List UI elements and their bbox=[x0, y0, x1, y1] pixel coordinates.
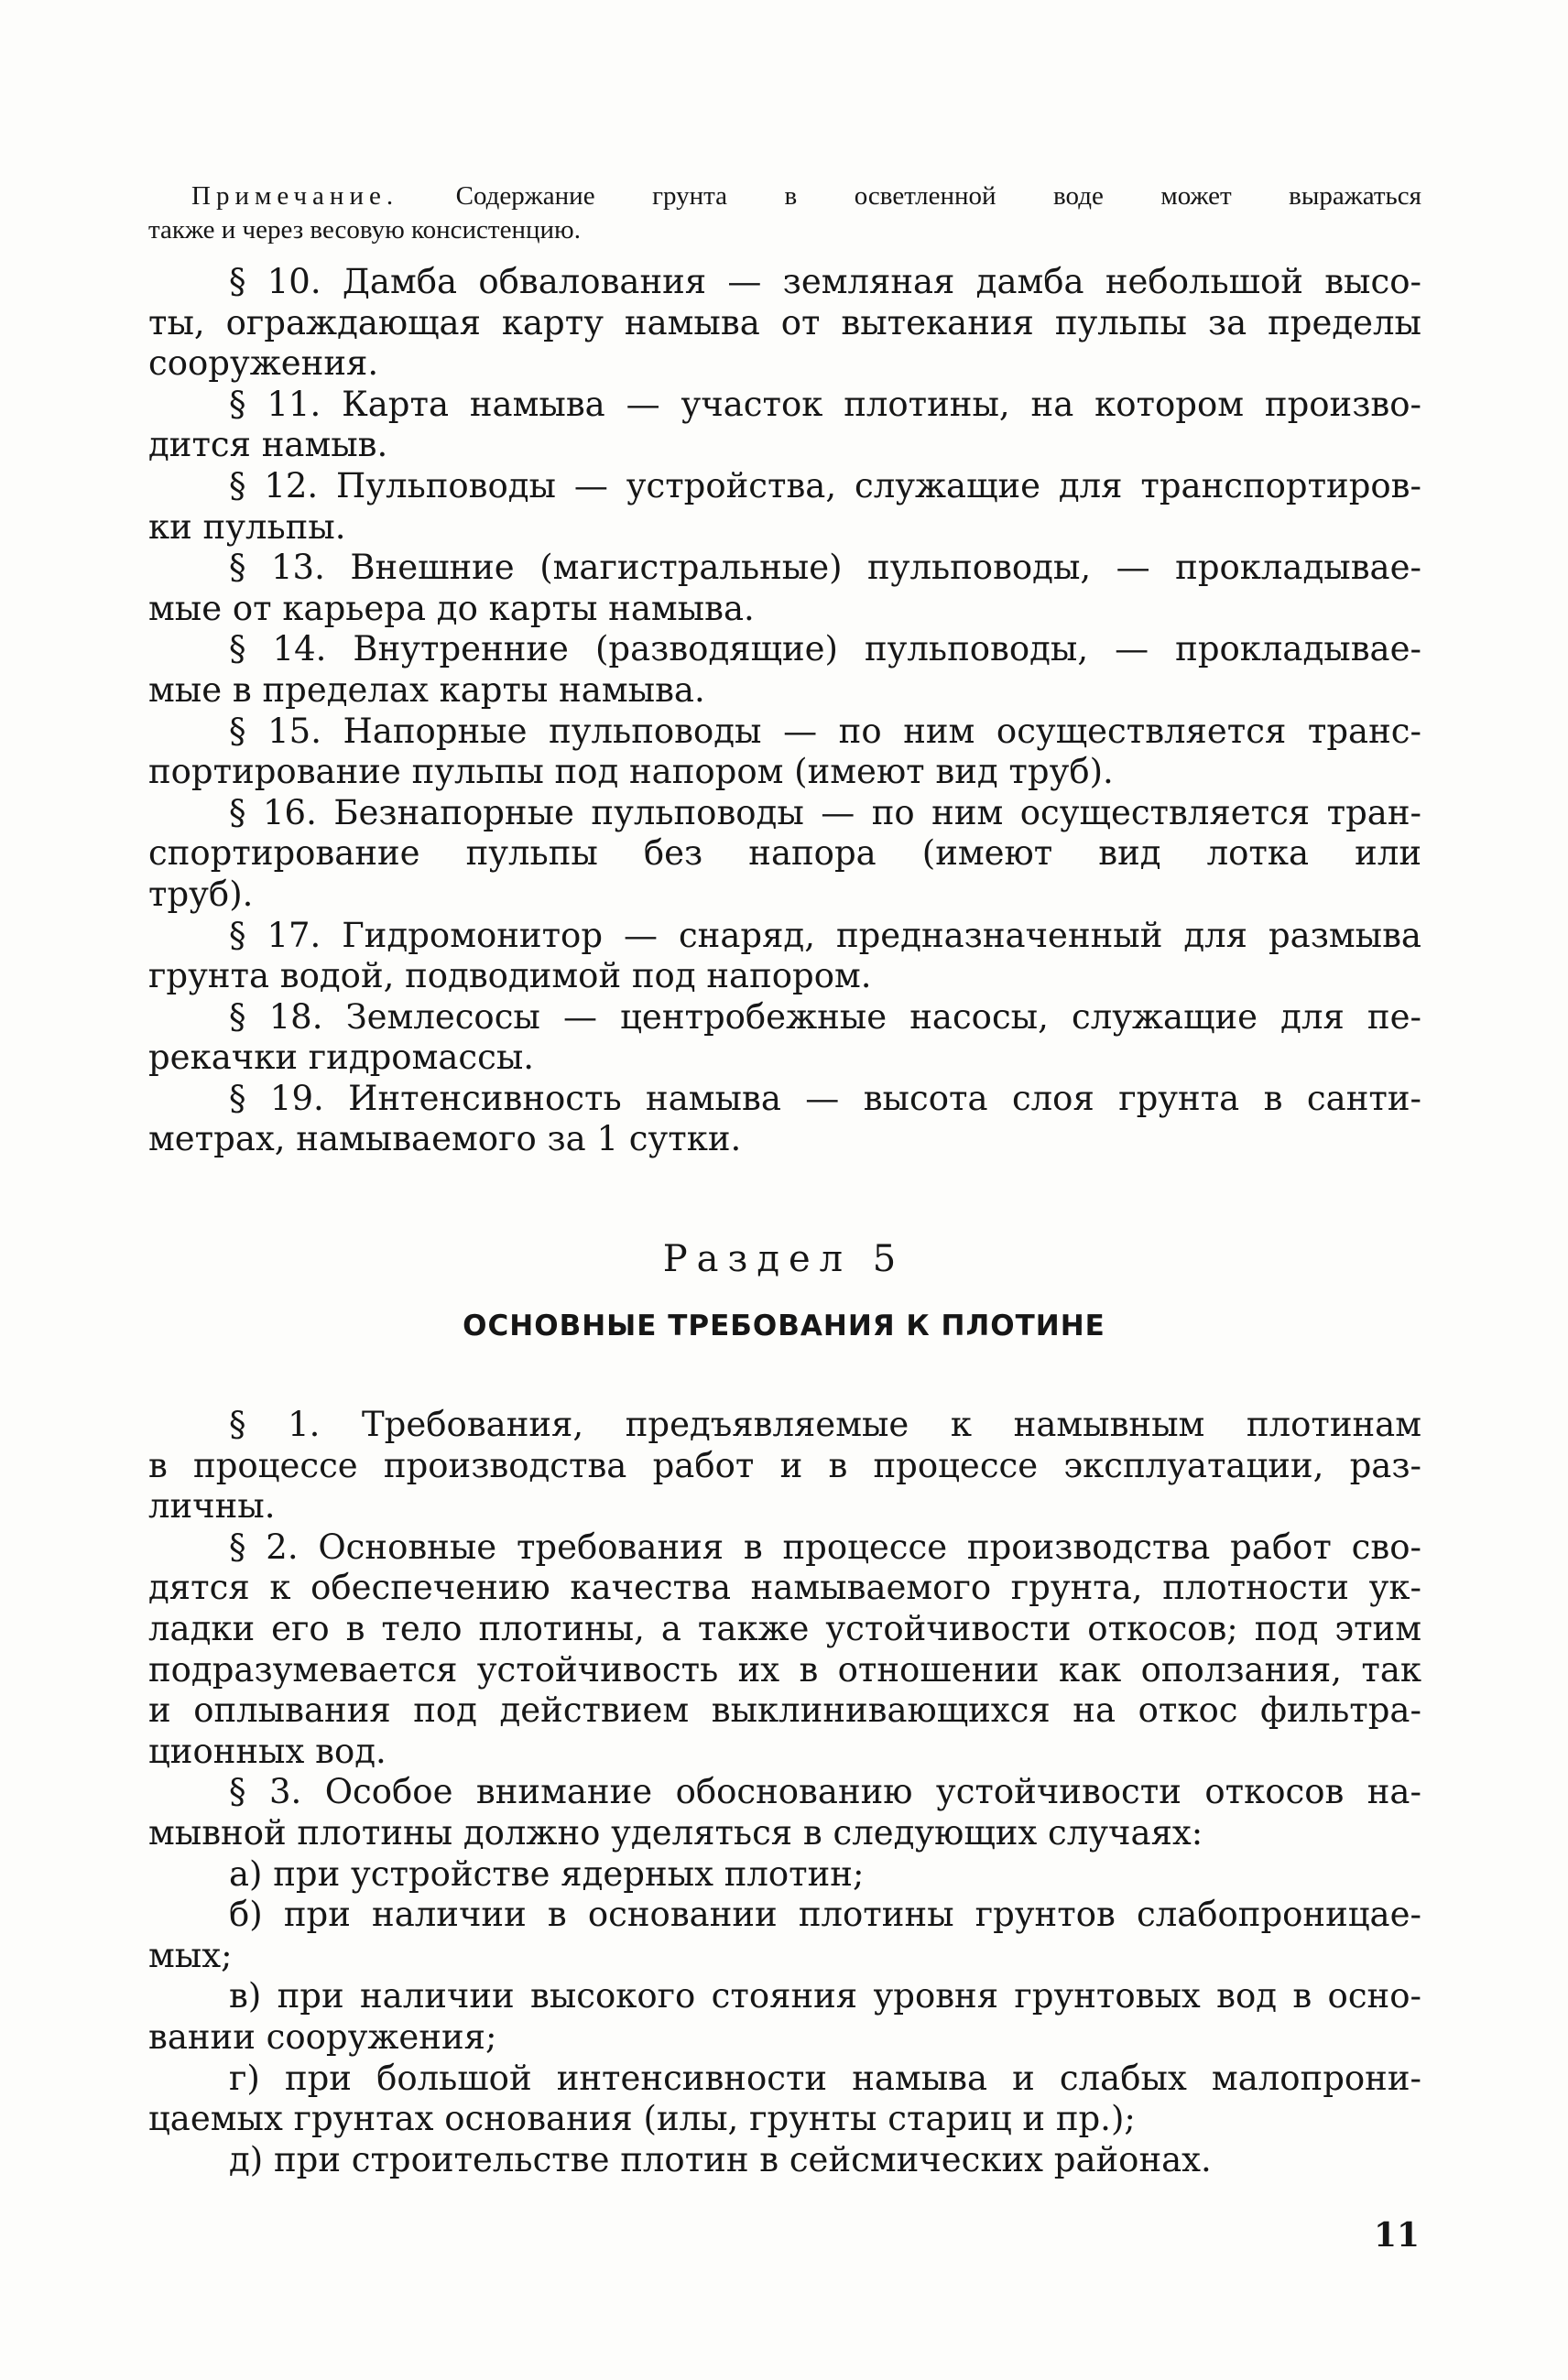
paragraph-line: труб). bbox=[148, 874, 254, 914]
paragraph-line: подразумевается устойчивость их в отношении как оползания, так bbox=[148, 1649, 1421, 1690]
section-heading: Раздел 5 bbox=[662, 1238, 906, 1280]
paragraph-line: мые от карьера до карты намыва. bbox=[148, 588, 755, 628]
paragraph-line: мывной плотины должно уделяться в следующих случаях: bbox=[148, 1812, 1203, 1853]
paragraph-line: ты, ограждающая карту намыва от вытекания пульпы за пределы bbox=[148, 302, 1421, 342]
paragraph-line: § 14. Внутренние (разводящие) пульповоды, — прокладывае- bbox=[229, 629, 1421, 669]
paragraph-line: грунта водой, подводимой под напором. bbox=[148, 956, 872, 996]
note-line: Примечание. Содержание грунта в осветленной воде может выражаться bbox=[191, 181, 1421, 211]
paragraph-line: § 16. Безнапорные пульповоды — по ним осуществляется тран- bbox=[229, 792, 1421, 832]
paragraph-line: § 15. Напорные пульповоды — по ним осуществляется транс- bbox=[229, 711, 1421, 751]
paragraph-line: ладки его в тело плотины, а также устойчивости откосов; под этим bbox=[148, 1608, 1421, 1648]
paragraph-line: и оплывания под действием выклинивающихся на откос фильтра- bbox=[148, 1690, 1421, 1731]
paragraph-line: личны. bbox=[148, 1486, 276, 1527]
section-title: ОСНОВНЫЕ ТРЕБОВАНИЯ К ПЛОТИНЕ bbox=[463, 1310, 1105, 1342]
definitions-section bbox=[148, 262, 1421, 1160]
paragraph-line: § 19. Интенсивность намыва — высота слоя грунта в санти- bbox=[229, 1078, 1421, 1118]
paragraph-line: § 2. Основные требования в процессе производства работ сво- bbox=[229, 1527, 1421, 1567]
paragraph-line: спортирование пульпы без напора (имеют вид лотка или bbox=[148, 833, 1421, 874]
paragraph-line: § 11. Карта намыва — участок плотины, на котором произво- bbox=[229, 384, 1421, 424]
paragraph-line: § 18. Землесосы — центробежные насосы, служащие для пе- bbox=[229, 996, 1421, 1037]
page-number: 11 bbox=[1374, 2216, 1421, 2255]
paragraph-line: дится намыв. bbox=[148, 425, 388, 465]
paragraph-line: вании сооружения; bbox=[148, 2016, 497, 2057]
paragraph-line: портирование пульпы под напором (имеют вид труб). bbox=[148, 752, 1114, 792]
footnote bbox=[148, 179, 1421, 247]
requirements-section bbox=[148, 1405, 1421, 2180]
paragraph-line: § 17. Гидромонитор — снаряд, предназначенный для размыва bbox=[229, 915, 1421, 955]
paragraph-line: мые в пределах карты намыва. bbox=[148, 669, 705, 710]
paragraph-line: сооружения. bbox=[148, 343, 379, 384]
paragraph-line: цаемых грунтах основания (илы, грунты стариц и пр.); bbox=[148, 2099, 1136, 2139]
paragraph-line: а) при устройстве ядерных плотин; bbox=[229, 1853, 865, 1894]
paragraph-line: § 1. Требования, предъявляемые к намывным плотинам bbox=[229, 1405, 1421, 1444]
paragraph-line: мых; bbox=[148, 1935, 233, 1975]
paragraph-line: рекачки гидромассы. bbox=[148, 1038, 535, 1078]
paragraph-line: в) при наличии высокого стояния уровня грунтовых вод в осно- bbox=[229, 1976, 1421, 2016]
paragraph-line: метрах, намываемого за 1 сутки. bbox=[148, 1119, 742, 1159]
paragraph-line: в процессе производства работ и в процессе эксплуатации, раз- bbox=[148, 1445, 1421, 1485]
paragraph-line: ки пульпы. bbox=[148, 506, 346, 547]
paragraph-line: дятся к обеспечению качества намываемого грунта, плотности ук- bbox=[148, 1568, 1421, 1608]
note-label: Примечание. bbox=[191, 181, 399, 211]
paragraph-line: § 13. Внешние (магистральные) пульповоды, — прокладывае- bbox=[229, 548, 1421, 588]
paragraph-line: § 3. Особое внимание обоснованию устойчивости откосов на- bbox=[229, 1772, 1421, 1812]
paragraph-line: г) при большой интенсивности намыва и слабых малопрони- bbox=[229, 2058, 1421, 2098]
paragraph-line: § 10. Дамба обвалования — земляная дамба небольшой высо- bbox=[229, 262, 1421, 301]
paragraph-line: § 12. Пульповоды — устройства, служащие для транспортиров- bbox=[229, 465, 1421, 505]
paragraph-line: ционных вод. bbox=[148, 1731, 387, 1771]
note-line: также и через весовую консистенцию. bbox=[148, 215, 581, 245]
paragraph-line: б) при наличии в основании плотины грунтов слабопроницае- bbox=[229, 1895, 1421, 1935]
paragraph-line: д) при строительстве плотин в сейсмических районах. bbox=[229, 2139, 1212, 2179]
